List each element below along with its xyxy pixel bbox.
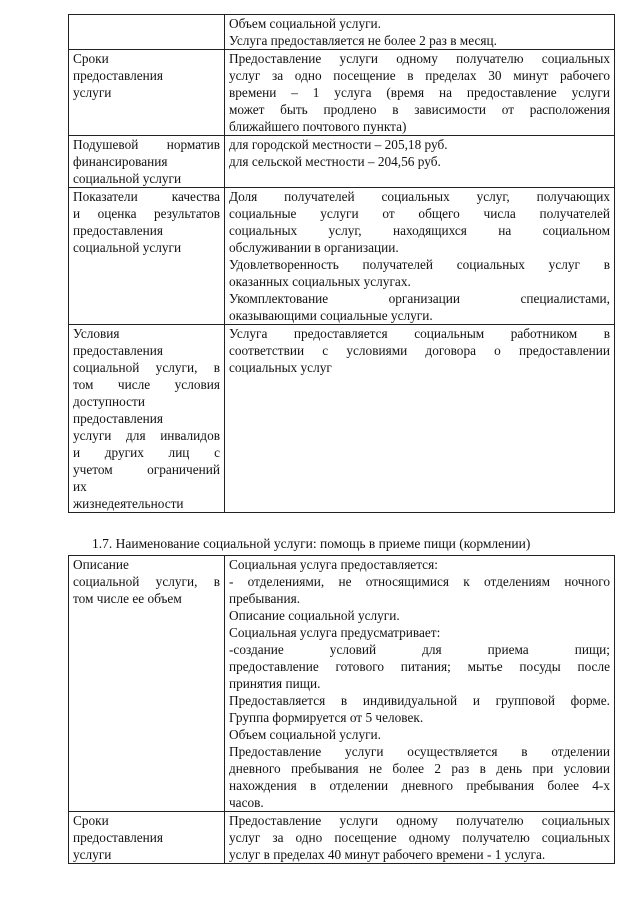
row-value-cell [225, 15, 615, 50]
text-line: социальных услуг, находящихся на социальном [229, 223, 610, 238]
text-line: Описание [73, 557, 129, 572]
row-label-cell [69, 556, 225, 812]
text-line: соответствии с условиями договора о предоставлении [229, 343, 610, 358]
text-line: пребывания. [229, 591, 301, 606]
row-value-cell [225, 812, 615, 864]
text-line: для сельской местности – 204,56 руб. [229, 154, 441, 169]
text-line: может быть продлено в зависимости от расположения [229, 102, 610, 117]
row-value-cell [225, 136, 615, 188]
text-line: предоставления [73, 68, 164, 83]
text-line: ближайшего почтового пункта) [229, 119, 407, 134]
text-line: услуги [73, 847, 112, 862]
row-label-cell [69, 325, 225, 513]
text-line: предоставления [73, 830, 164, 845]
text-line: предоставления [73, 223, 164, 238]
text-line: -создание условий для приема пищи; [229, 642, 610, 657]
table-row [69, 136, 615, 188]
text-line: Сроки [73, 51, 109, 66]
text-line: том числе ее объем [73, 591, 182, 606]
text-line: Показатели качества [73, 189, 220, 204]
text-line: Предоставление услуги одному получателю социальных [229, 813, 610, 828]
table-service-1-7 [68, 555, 615, 864]
text-line: и оценка результатов [73, 206, 220, 221]
text-line: Услуга предоставляется не более 2 раз в месяц. [229, 33, 497, 48]
row-value-cell [225, 556, 615, 812]
text-line: жизнедеятельности [73, 496, 184, 511]
text-line: Укомплектование организации специалистами, [229, 291, 610, 306]
row-label-cell [69, 50, 225, 136]
text-line: принятия пищи. [229, 676, 321, 691]
text-line: Предоставление услуги осуществляется в отделении [229, 744, 610, 759]
text-line: предоставление готового питания; мытье посуды после [229, 659, 610, 674]
text-line: социальной услуги, в [73, 360, 220, 375]
text-line: - отделениями, не относящимися к отделениям ночного [229, 574, 610, 589]
row-label-cell [69, 136, 225, 188]
text-line: финансирования [73, 154, 168, 169]
table-row [69, 15, 615, 50]
text-line: Описание социальной услуги. [229, 608, 400, 623]
text-line: Объем социальной услуги. [229, 727, 381, 742]
text-line: Предоставление услуги одному получателю социальных [229, 51, 610, 66]
table-row [69, 325, 615, 513]
text-line: Доля получателей социальных услуг, получающих [229, 189, 610, 204]
row-value-cell [225, 325, 615, 513]
text-line: предоставления [73, 411, 164, 426]
section-caption: 1.7. Наименование социальной услуги: помощь в приеме пищи (кормлении) [92, 536, 531, 551]
row-label-cell [69, 188, 225, 325]
text-line: Объем социальной услуги. [229, 16, 381, 31]
text-line: времени – 1 услуга (время на предоставление услуги [229, 85, 610, 100]
text-line: Сроки [73, 813, 109, 828]
table-row [69, 812, 615, 864]
table-service-1-6 [68, 14, 615, 513]
text-line: Подушевой норматив [73, 137, 220, 152]
text-line: Удовлетворенность получателей социальных услуг в [229, 257, 610, 272]
text-line: Группа формируется от 5 человек. [229, 710, 424, 725]
text-line: учетом ограничений [73, 462, 220, 477]
table-row [69, 188, 615, 325]
text-line: услуги [73, 85, 112, 100]
text-line: для городской местности – 205,18 руб. [229, 137, 448, 152]
text-line: и других лиц с [73, 445, 220, 460]
row-value-cell [225, 50, 615, 136]
text-line: Предоставляется в индивидуальной и групповой форме. [229, 693, 610, 708]
text-line: доступности [73, 394, 145, 409]
text-line: Социальная услуга предусматривает: [229, 625, 441, 640]
text-line: услуги для инвалидов [73, 428, 220, 443]
text-line: Услуга предоставляется социальным работником в [229, 326, 610, 341]
text-line: часов. [229, 795, 264, 810]
text-line: оказанных социальных услугах. [229, 274, 411, 289]
text-line: нахождения в отделении дневного пребывания более 4-х [229, 778, 610, 793]
text-line: социальные услуги от общего числа получателей [229, 206, 610, 221]
text-line: оказывающими социальные услуги. [229, 308, 433, 323]
text-line: социальной услуги [73, 171, 182, 186]
text-line: услуг за одно посещение в пределах 30 минут рабочего [229, 68, 610, 83]
row-label-cell [69, 812, 225, 864]
row-value-cell [225, 188, 615, 325]
text-line: обслуживании в организации. [229, 240, 399, 255]
text-line: социальной услуги, в [73, 574, 220, 589]
text-line: социальных услуг [229, 360, 332, 375]
text-line: дневного пребывания не более 2 раз в день при условии [229, 761, 610, 776]
text-line: социальной услуги [73, 240, 182, 255]
text-line: их [73, 479, 87, 494]
text-line: Условия [73, 326, 120, 341]
text-line: услуг в пределах 40 минут рабочего времени - 1 услуга. [229, 847, 546, 862]
text-line: предоставления [73, 343, 164, 358]
text-line: услуг за одно посещение одному получателю социальных [229, 830, 610, 845]
text-line: Социальная услуга предоставляется: [229, 557, 438, 572]
row-label-cell [69, 15, 225, 50]
table-row [69, 50, 615, 136]
text-line: том числе условия [73, 377, 220, 392]
table-row [69, 556, 615, 812]
